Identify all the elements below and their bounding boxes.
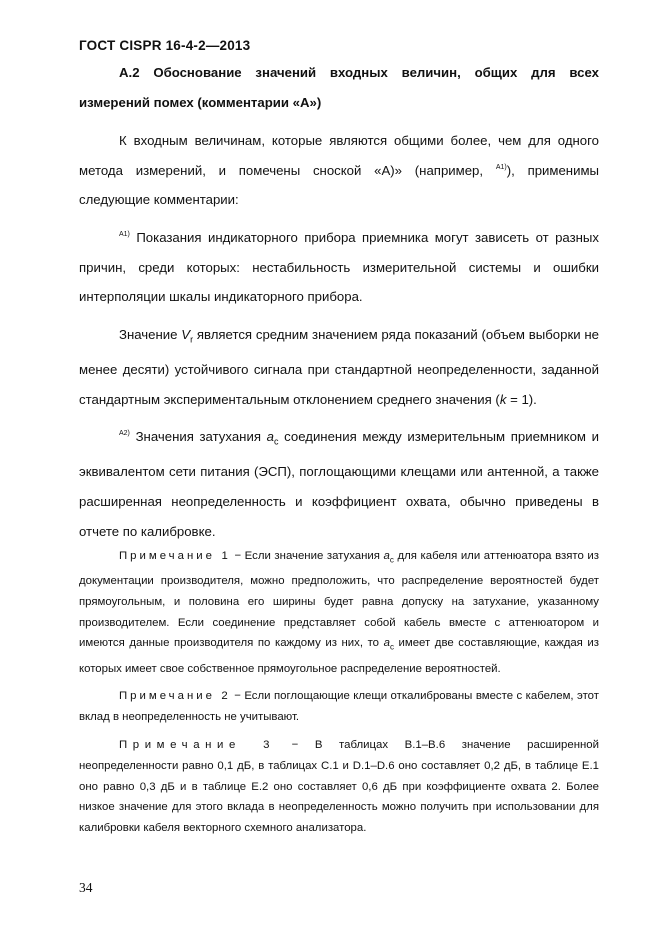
intro-paragraph: К входным величинам, которые являются общими более, чем для одного метода измерений, и помечены сноской «А)» (например, $^{A1)}$), применимы следующие комментарии: — [79, 133, 600, 208]
document-header: ГОСТ CISPR 16-4-2—2013 — [79, 38, 251, 53]
footnote-marker: A2) — [119, 430, 130, 438]
footnote-marker: A1) — [495, 163, 507, 171]
symbol-a: a — [266, 429, 274, 445]
notes-block — [79, 546, 599, 846]
note-1: Примечание 1 − Если значение затухания $a_c$ для кабеля или аттенюатора взято из документации производителя, можно предположить, что распределение вероятностей будет прямоугольным, и половина его ширины будет равна допуску на затухание, указанному производителем. Если соединение представляет собой кабель вместе с аттенюатором и имеются данные производителя по каждому из них, то $a_c$ имеет две составляющие, каждая из которых имеет свое собственное прямоугольное распределение вероятностей. — [79, 550, 600, 675]
page-number: 34 — [79, 880, 93, 895]
section-heading: А.2 Обоснование значений входных величин, общих для всех измерений помех (комментарии «А») — [79, 65, 599, 110]
note-label: Примечание 3 — [119, 738, 276, 751]
vr-paragraph: Значение $V_r$ является средним значением ряда показаний (объем выборки не менее десяти) устойчивого сигнала при стандартной неопределенности, заданной стандартным экспериментальным отклонением среднего значения (k = 1). — [79, 326, 599, 407]
note-2: Примечание 2 − Если поглощающие клещи откалиброваны вместе с кабелем, этот вклад в неопределенность не учитывают. — [79, 690, 599, 724]
comment-a1-paragraph: $^{A1)}$ Показания индикаторного прибора приемника могут зависеть от разных причин, среди которых: нестабильность измерительной системы и ошибки интерполяции шкалы индикаторного прибора. — [79, 229, 599, 305]
note-label: Примечание 1 — [119, 550, 231, 562]
comment-a2-paragraph: $^{A2)}$ Значения затухания $a_c$ соединения между измерительным приемником и эквивалентом сети питания (ЭСП), поглощающими клещами или антенной, а также расширенная неопределенность и коэффициент охвата, обычно приведены в отчете по калибровке. — [79, 429, 599, 539]
symbol-v: V — [181, 326, 191, 342]
note-3: Примечание 3 − В таблицах В.1–В.6 значение расширенной неопределенности равно 0,1 дБ, в таблицах С.1 и D.1–D.6 оно составляет 0,2 дБ, в таблице Е.1 оно равно 0,3 дБ и в таблице Е.2 оно составляет 0,6 дБ при коэффициенте охвата 2. Более низкое значение для этого вклада в неопределенность можно получить при использовании для калибровки кабеля векторного схемного анализатора. — [79, 738, 599, 835]
footnote-marker: A1) — [119, 230, 130, 238]
note-label: Примечание 2 — [119, 690, 231, 703]
main-text — [79, 58, 599, 554]
symbol-k: k — [499, 391, 507, 407]
